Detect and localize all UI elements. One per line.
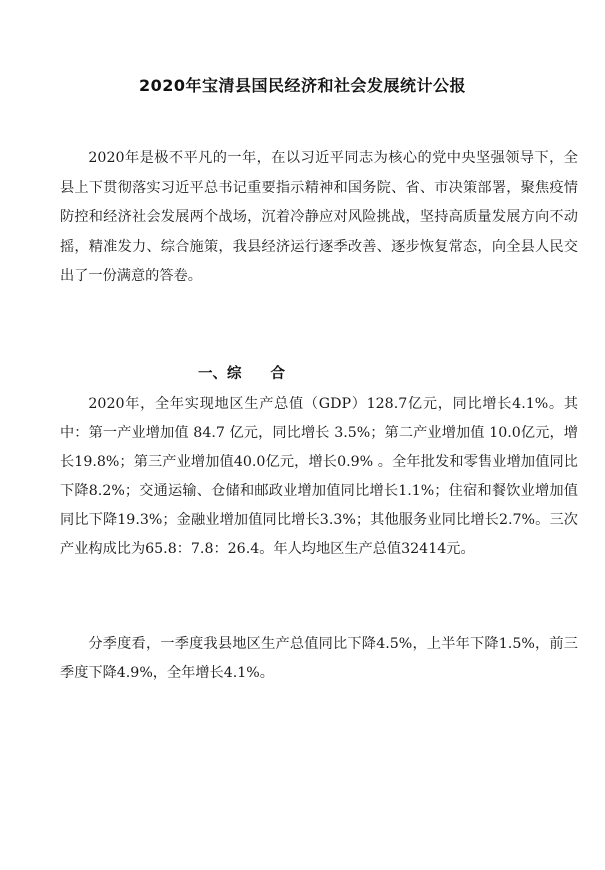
document-title: 2020年宝清县国民经济和社会发展统计公报 xyxy=(138,75,467,95)
overview-paragraph-quarterly: 分季度看，一季度我县地区生产总值同比下降4.5%，上半年下降1.5%，前三季度下降4.9%，全年增长4.1%。 xyxy=(60,636,578,681)
section-heading-overview: 一、综 合 xyxy=(198,366,285,382)
intro-paragraph: 2020年是极不平凡的一年，在以习近平同志为核心的党中央坚强领导下，全县上下贯彻落实习近平总书记重要指示精神和国务院、省、市决策部署，聚焦疫情防控和经济社会发展两个战场，沉着冷静应对风险挑战，坚持高质量发展方向不动摇，精准发力、综合施策，我县经济运行逐季改善、逐步恢复常态，向全县人民交出了一份满意的答卷。 xyxy=(60,150,578,284)
overview-paragraph-gdp: 2020年，全年实现地区生产总值（GDP）128.7亿元，同比增长4.1%。其中：第一产业增加值 84.7 亿元，同比增长 3.5%；第二产业增加值 10.0亿元，增长19.8%；第三产业增加值40.0亿元，增长0.9% 。全年批发和零售业增加值同比下降8.2%；交通运输、仓储和邮政业增加值同比增长1.1%；住宿和餐饮业增加值同比下降19.3%；金融业增加值同比增长3.3%；其他服务业同比增长2.7%。三次产业构成比为65.8：7.8：26.4。年人均地区生产总值32414元。 xyxy=(60,396,578,557)
